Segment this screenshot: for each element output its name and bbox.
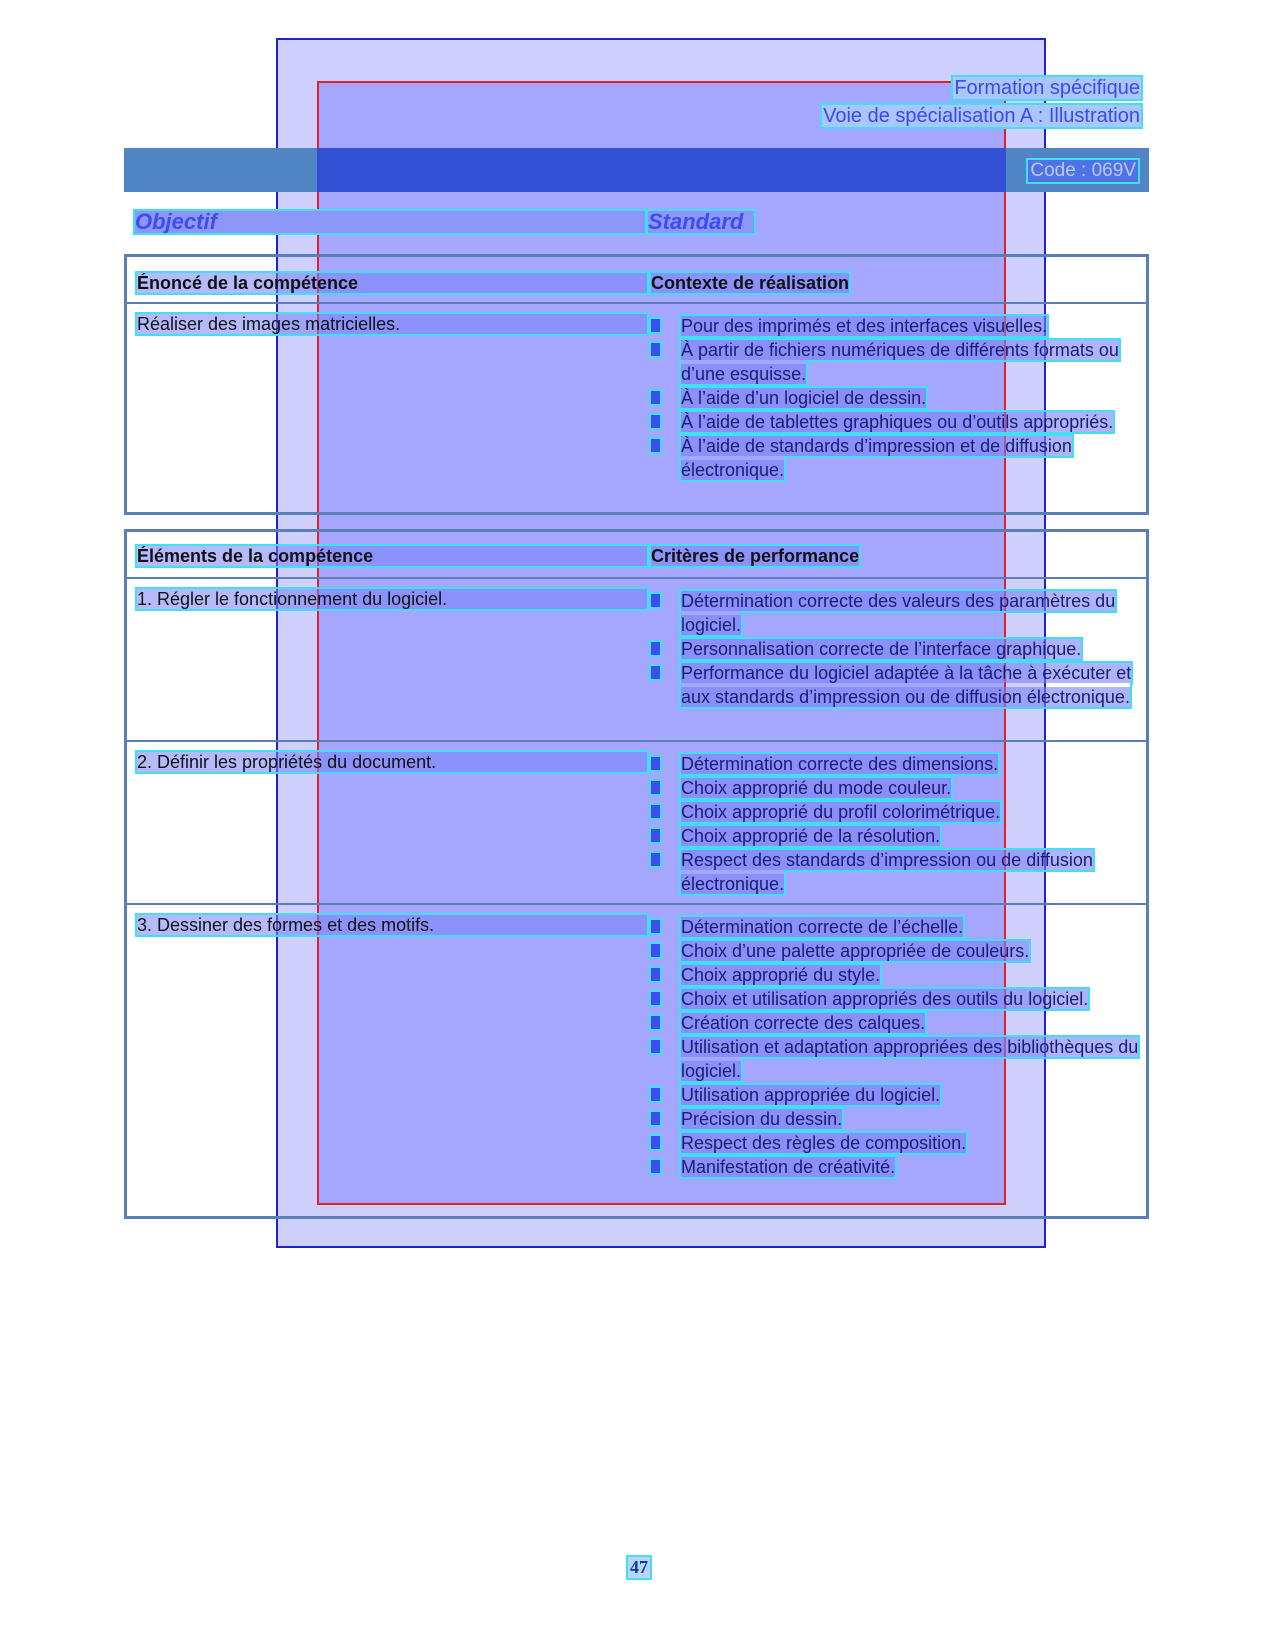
bullet-icon	[651, 594, 660, 607]
element-label: 3. Dessiner des formes et des motifs.	[137, 915, 647, 935]
element-row-2	[127, 740, 1146, 903]
element-row-1	[127, 577, 1146, 740]
competency-code: Code : 069V	[1030, 160, 1136, 181]
code-band-overlay	[317, 148, 1006, 192]
list-item: Détermination correcte des dimensions.	[651, 752, 1141, 776]
bullet-icon	[651, 1136, 660, 1149]
list-item: À l’aide d’un logiciel de dessin.	[651, 386, 1141, 410]
list-item: Personnalisation correcte de l’interface graphique.	[651, 637, 1141, 661]
criteria-column-header: Critères de performance	[651, 546, 860, 566]
list-item: Respect des standards d’impression ou de diffusion électronique.	[651, 848, 1141, 896]
bullet-icon	[651, 992, 660, 1005]
bullet-icon	[651, 1088, 660, 1101]
bullet-icon	[651, 968, 660, 981]
criteria-list	[651, 752, 1141, 896]
competency-statement: Réaliser des images matricielles.	[137, 314, 647, 334]
list-item: Performance du logiciel adaptée à la tâche à exécuter et aux standards d’impression ou de diffusion électronique.	[651, 661, 1141, 709]
list-item: Détermination correcte de l’échelle.	[651, 915, 1141, 939]
list-item: Choix approprié du mode couleur.	[651, 776, 1141, 800]
list-item: À partir de fichiers numériques de différents formats ou d’une esquisse.	[651, 338, 1141, 386]
list-item: Utilisation appropriée du logiciel.	[651, 1083, 1141, 1107]
competency-table	[124, 254, 1149, 515]
bullet-icon	[651, 1160, 660, 1173]
bullet-icon	[651, 1016, 660, 1029]
bullet-icon	[651, 853, 660, 866]
list-item: Choix approprié de la résolution.	[651, 824, 1141, 848]
bullet-icon	[651, 343, 660, 356]
criteria-list	[651, 915, 1141, 1179]
list-item: À l’aide de tablettes graphiques ou d’outils appropriés.	[651, 410, 1141, 434]
competency-row	[127, 302, 1146, 510]
list-item: Détermination correcte des valeurs des paramètres du logiciel.	[651, 589, 1141, 637]
context-list	[651, 314, 1141, 482]
bullet-icon	[651, 781, 660, 794]
list-item: Choix approprié du profil colorimétrique.	[651, 800, 1141, 824]
page-number: 47	[630, 1557, 648, 1577]
elements-table-header	[127, 532, 1146, 577]
competency-table-header	[127, 257, 1146, 302]
bullet-icon	[651, 1112, 660, 1125]
list-item: Choix d’une palette appropriée de couleurs.	[651, 939, 1141, 963]
header-program: Formation spécifique	[954, 77, 1140, 99]
element-row-3	[127, 903, 1146, 1216]
elements-column-header: Éléments de la compétence	[137, 546, 647, 566]
header-specialization: Voie de spécialisation A : Illustration	[823, 105, 1140, 127]
context-column-header: Contexte de réalisation	[651, 273, 850, 293]
list-item: Choix approprié du style.	[651, 963, 1141, 987]
bullet-icon	[651, 319, 660, 332]
bullet-icon	[651, 666, 660, 679]
bullet-icon	[651, 805, 660, 818]
bullet-icon	[651, 415, 660, 428]
list-item: À l’aide de standards d’impression et de diffusion électronique.	[651, 434, 1141, 482]
standard-heading: Standard	[648, 211, 754, 233]
bullet-icon	[651, 757, 660, 770]
element-label: 1. Régler le fonctionnement du logiciel.	[137, 589, 647, 609]
criteria-list	[651, 589, 1141, 709]
list-item: Manifestation de créativité.	[651, 1155, 1141, 1179]
bullet-icon	[651, 439, 660, 452]
bullet-icon	[651, 829, 660, 842]
list-item: Précision du dessin.	[651, 1107, 1141, 1131]
element-label: 2. Définir les propriétés du document.	[137, 752, 647, 772]
list-item: Création correcte des calques.	[651, 1011, 1141, 1035]
bullet-icon	[651, 1040, 660, 1053]
elements-table	[124, 529, 1149, 1219]
objective-heading: Objectif	[135, 211, 645, 233]
list-item: Respect des règles de composition.	[651, 1131, 1141, 1155]
bullet-icon	[651, 944, 660, 957]
bullet-icon	[651, 920, 660, 933]
list-item: Choix et utilisation appropriés des outils du logiciel.	[651, 987, 1141, 1011]
list-item: Pour des imprimés et des interfaces visuelles.	[651, 314, 1141, 338]
bullet-icon	[651, 391, 660, 404]
statement-column-header: Énoncé de la compétence	[137, 273, 647, 293]
list-item: Utilisation et adaptation appropriées des bibliothèques du logiciel.	[651, 1035, 1141, 1083]
bullet-icon	[651, 642, 660, 655]
